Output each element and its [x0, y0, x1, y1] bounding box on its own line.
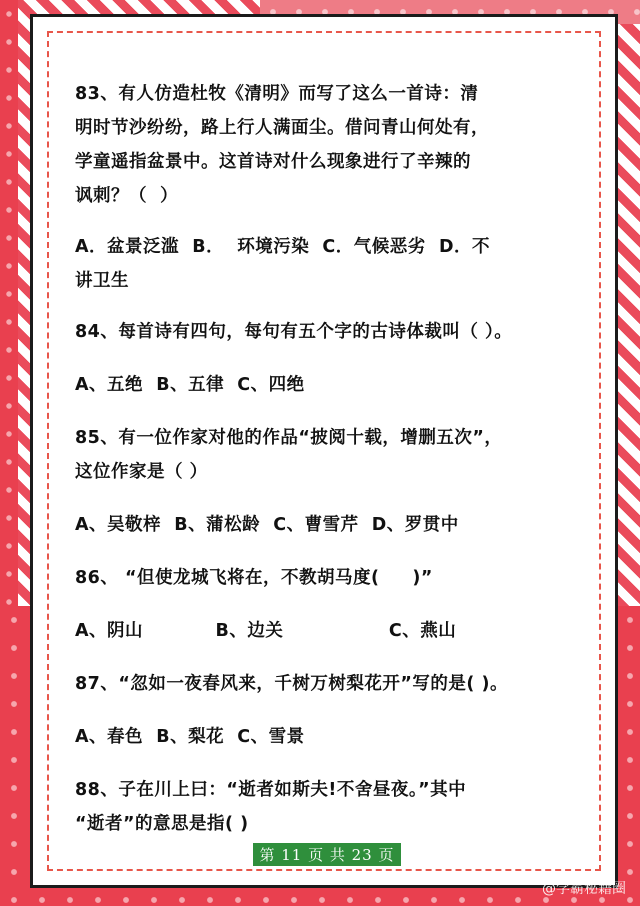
option-line: A、吴敬梓 B、蒲松龄 C、曹雪芹 D、罗贯中	[75, 515, 459, 535]
option-line: A、阴山 B、边关 C、燕山	[75, 621, 457, 641]
question-85-options	[75, 508, 555, 542]
question-line: 明时节沙纷纷，路上行人满面尘。借问青山何处有，	[75, 118, 489, 138]
option-line: A、春色 B、梨花 C、雪景	[75, 727, 305, 747]
question-line: “逝者”的意思是指( )	[75, 814, 249, 834]
question-85	[75, 421, 555, 489]
question-line: 84、每首诗有四句，每句有五个字的古诗体裁叫（ ）。	[75, 322, 513, 342]
question-line: 这位作家是（ ）	[75, 462, 208, 482]
option-line: A、五绝 B、五律 C、四绝	[75, 375, 305, 395]
question-83	[75, 77, 555, 213]
page-number-label: 第 11 页 共 23 页	[253, 843, 400, 866]
question-line: 讽刺？（ ）	[75, 186, 179, 206]
page-footer	[33, 843, 621, 866]
question-content	[75, 77, 555, 841]
question-88	[75, 773, 555, 841]
option-line: A．盆景泛滥 B． 环境污染 C．气候恶劣 D．不	[75, 237, 490, 257]
question-line: 85、有一位作家对他的作品“披阅十载，增删五次”，	[75, 428, 503, 448]
question-83-options	[75, 230, 555, 298]
question-87-options	[75, 720, 555, 754]
option-line: 讲卫生	[75, 271, 129, 291]
question-86-options	[75, 614, 555, 648]
question-87	[75, 667, 555, 701]
question-84	[75, 315, 555, 349]
question-86	[75, 561, 555, 595]
question-line: 86、 “但使龙城飞将在，不教胡马度( )”	[75, 568, 433, 588]
question-line: 83、有人仿造杜牧《清明》而写了这么一首诗：清	[75, 84, 479, 104]
watermark-text: @学霸秘籍圈	[542, 881, 626, 897]
question-84-options	[75, 368, 555, 402]
question-line: 88、子在川上曰：“逝者如斯夫!不舍昼夜。”其中	[75, 780, 467, 800]
question-line: 87、“忽如一夜春风来，千树万树梨花开”写的是( )。	[75, 674, 508, 694]
question-line: 学童遥指盆景中。这首诗对什么现象进行了辛辣的	[75, 152, 471, 172]
